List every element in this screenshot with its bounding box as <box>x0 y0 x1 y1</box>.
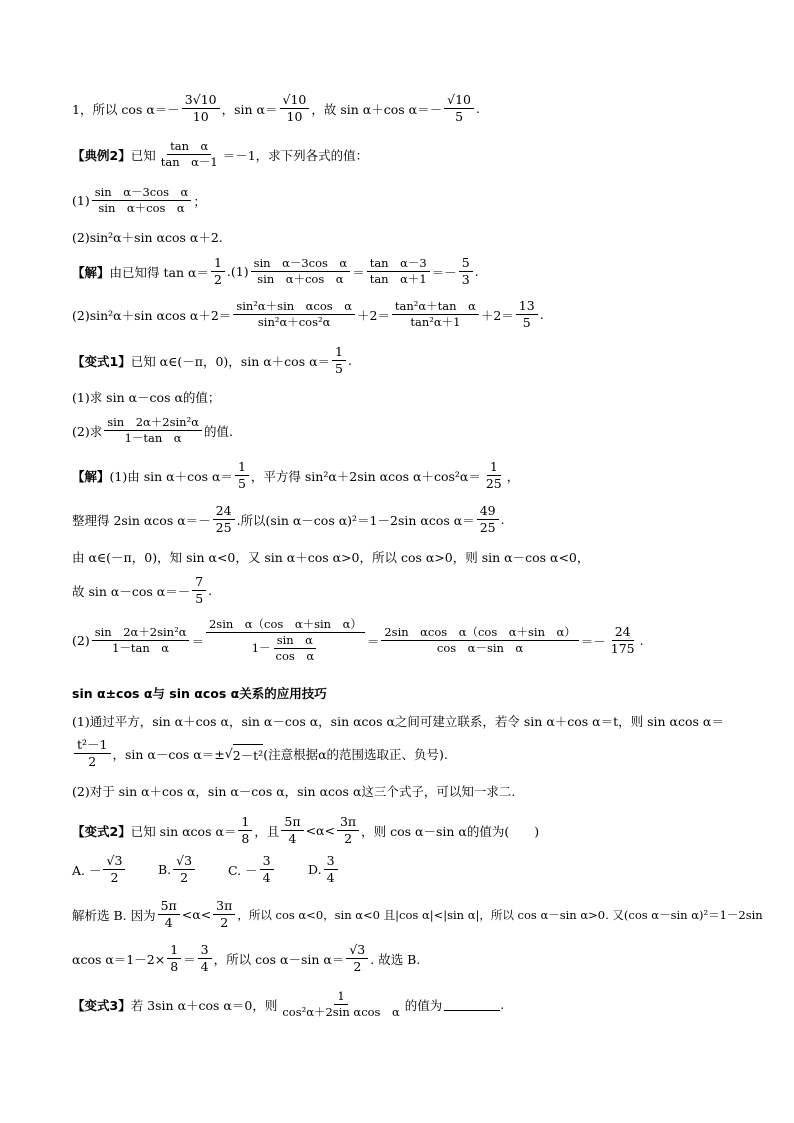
text: ，所以 cos α<0，sin α<0 且|cos α|<|sin α|，所以 cos α－sin α>0. 又(cos α－sin α)²＝1－2sin <box>237 907 763 922</box>
denominator: 4 <box>262 870 271 886</box>
fraction <box>213 504 235 536</box>
text: <α< <box>305 823 335 839</box>
fraction <box>279 990 402 1019</box>
fraction <box>198 943 212 975</box>
example-2-part-1 <box>72 186 206 215</box>
solution-tag: 【解】 <box>72 264 110 280</box>
numerator: sin α <box>274 634 316 649</box>
fraction <box>444 93 474 125</box>
numerator: 2sin αcos α（cos α＋sin α） <box>381 626 578 641</box>
text: ，所以 cos α－sin α＝ <box>213 951 345 967</box>
numerator: √10 <box>444 93 474 109</box>
text: ＝ <box>191 633 204 649</box>
numerator: sin²α＋sin αcos α <box>233 300 355 315</box>
numerator: 13 <box>516 299 538 315</box>
text: (1)由 sin α＋cos α＝ <box>109 468 233 484</box>
tips-line-2 <box>72 738 448 770</box>
text: 的值. <box>203 423 233 439</box>
numerator: 1 <box>334 990 347 1005</box>
numerator: 3 <box>198 943 212 959</box>
options-row <box>72 854 340 886</box>
denominator: 25 <box>479 520 496 536</box>
denominator: 5 <box>195 591 204 607</box>
solution-2-line-2 <box>72 299 544 331</box>
text: . <box>539 307 544 323</box>
text: 整理得 2sin αcos α＝－ <box>72 512 211 528</box>
text: ， <box>506 468 520 484</box>
text: ＋2＝ <box>480 307 514 323</box>
fraction <box>92 186 192 215</box>
fraction <box>158 899 180 931</box>
fraction <box>211 256 225 288</box>
fraction <box>74 738 111 770</box>
variant-tag: 【变式3】 <box>72 997 131 1013</box>
fraction <box>213 899 235 931</box>
text: 已知 sin αcos α＝ <box>130 823 237 839</box>
text: ，sin α＝ <box>221 101 278 117</box>
text: ＋2＝ <box>356 307 390 323</box>
solution-1-line-5 <box>72 618 644 664</box>
text: 由 α∈(－π，0)，知 sin α<0，又 sin α＋cos α>0，所以 cos α>0，则 sin α－cos α<0， <box>72 550 590 565</box>
numerator: sin α－3cos α <box>251 257 351 272</box>
text: . <box>347 353 352 369</box>
fraction <box>608 625 638 657</box>
option-label: B. <box>158 862 172 878</box>
option-d[interactable] <box>308 854 340 886</box>
variant-1-part-1 <box>72 388 220 406</box>
option-b[interactable] <box>158 854 228 886</box>
numerator: 5π <box>281 815 303 831</box>
fraction <box>251 257 351 286</box>
example-2-heading <box>72 140 368 169</box>
tips-line-1 <box>72 712 724 730</box>
denominator: 1－tan α <box>112 641 170 656</box>
denominator: 175 <box>610 641 635 657</box>
denominator: 2 <box>180 870 189 886</box>
numerator: √3 <box>346 943 368 959</box>
fraction <box>324 854 338 886</box>
denominator: 2 <box>344 831 353 847</box>
text: . 故选 B. <box>370 951 421 967</box>
numerator: 49 <box>477 504 499 520</box>
solution-1-line-3 <box>72 548 589 566</box>
numerator: 1 <box>238 815 252 831</box>
numerator: 3π <box>337 815 359 831</box>
fraction <box>235 460 249 492</box>
tips-heading: sin α±cos α与 sin αcos α关系的应用技巧 <box>72 686 327 701</box>
fraction <box>281 815 303 847</box>
text: 1，所以 cos α＝－ <box>72 101 180 117</box>
denominator: cos α <box>275 649 315 664</box>
text: (2)对于 sin α＋cos α，sin α－cos α，sin αcos α这三个式子，可以知一求二. <box>72 784 516 799</box>
fraction <box>392 300 479 329</box>
fraction <box>459 256 473 288</box>
solution-1-line-4 <box>72 575 212 607</box>
denominator <box>249 633 322 663</box>
text: (1)求 sin α－cos α的值； <box>72 390 221 405</box>
text: ＝－1，求下列各式的值： <box>222 147 369 163</box>
text: ，sin α－cos α＝± <box>112 746 225 762</box>
numerator: 2sin α（cos α＋sin α） <box>206 618 365 633</box>
text: (2) <box>72 633 90 649</box>
fraction <box>280 93 310 125</box>
text: 已知 α∈(－π，0)，sin α＋cos α＝ <box>130 353 331 369</box>
fraction <box>104 416 202 445</box>
numerator: 24 <box>213 504 235 520</box>
numerator: √3 <box>103 854 125 870</box>
denominator: 8 <box>170 959 179 975</box>
text: 1－ <box>251 641 271 656</box>
variant-1-heading <box>72 345 352 377</box>
denominator: 2 <box>220 915 229 931</box>
example-2-part-2 <box>72 228 223 246</box>
denominator: 5 <box>522 315 531 331</box>
numerator: tan α <box>167 140 211 155</box>
denominator: 4 <box>288 831 297 847</box>
numerator: 1 <box>332 345 346 361</box>
denominator: 4 <box>200 959 209 975</box>
denominator: 5 <box>335 361 343 377</box>
text: ，故 sin α＋cos α＝－ <box>311 101 443 117</box>
text: .(1) <box>226 264 249 280</box>
fraction <box>381 626 578 655</box>
text: ＝ <box>366 633 380 649</box>
numerator: t²－1 <box>74 738 111 754</box>
option-label: D. <box>308 862 322 878</box>
variant-1-part-2 <box>72 416 233 445</box>
text: . <box>639 633 644 649</box>
fraction <box>483 460 505 492</box>
denominator: cos α－sin α <box>436 641 524 656</box>
text: 由已知得 tan α＝ <box>109 264 209 280</box>
fraction <box>167 943 181 975</box>
numerator: tan²α＋tan α <box>392 300 479 315</box>
numerator: 3√10 <box>182 93 220 109</box>
radicand: 2－t² <box>233 744 264 764</box>
text: 故 sin α－cos α＝－ <box>72 583 191 599</box>
option-a[interactable] <box>72 854 158 886</box>
denominator: tan α＋1 <box>369 272 427 287</box>
solution-1-line-1 <box>72 460 519 492</box>
denominator: 8 <box>241 831 250 847</box>
text: ，且 <box>254 823 280 839</box>
fraction <box>182 93 220 125</box>
text: ＝ <box>352 264 365 280</box>
text: 解析选 B. 因为 <box>72 907 156 923</box>
denominator: tan α－1 <box>160 155 218 170</box>
text: (1)通过平方，sin α＋cos α，sin α－cos α，sin αcos α之间可建立联系，若令 sin α＋cos α＝t，则 sin αcos α＝ <box>72 714 724 729</box>
analysis-line-1 <box>72 899 763 931</box>
denominator: 25 <box>215 520 232 536</box>
denominator: 1－tan α <box>124 431 182 446</box>
numerator: 3 <box>324 854 338 870</box>
denominator: tan²α＋1 <box>410 315 461 330</box>
text: αcos α＝1－2× <box>72 951 166 967</box>
fraction <box>173 854 195 886</box>
numerator: √3 <box>173 854 195 870</box>
text: . <box>500 512 505 528</box>
denominator: 2 <box>353 959 362 975</box>
option-label: A. － <box>72 862 102 878</box>
denominator: sin α＋cos α <box>98 201 185 216</box>
variant-3-heading <box>72 990 504 1019</box>
denominator: 25 <box>485 476 502 492</box>
solution-line-1 <box>72 93 480 125</box>
fraction <box>516 299 538 331</box>
numerator: √10 <box>280 93 310 109</box>
answer-blank[interactable] <box>444 998 500 1011</box>
numerator: sin 2α＋2sin²α <box>92 626 190 641</box>
text: . <box>208 583 213 599</box>
numerator: 1 <box>211 256 225 272</box>
numerator: 24 <box>612 625 634 641</box>
fraction <box>206 618 365 664</box>
solution-2-line-1 <box>72 256 479 288</box>
fraction <box>260 854 274 886</box>
text: <α< <box>181 907 212 923</box>
numerator: tan α－3 <box>367 257 430 272</box>
text: 的值为 <box>404 997 443 1013</box>
text: ； <box>193 193 206 209</box>
fraction <box>233 300 355 329</box>
numerator: sin α－3cos α <box>92 186 192 201</box>
denominator: 4 <box>164 915 173 931</box>
text: . <box>475 101 480 117</box>
text: ＝ <box>183 951 196 967</box>
denominator: 3 <box>461 272 470 288</box>
denominator: 4 <box>326 870 335 886</box>
numerator: sin 2α＋2sin²α <box>104 416 202 431</box>
text: ，平方得 sin²α＋2sin αcos α＋cos²α＝ <box>250 468 481 484</box>
variant-2-heading <box>72 815 539 847</box>
denominator: 10 <box>192 109 209 125</box>
text: ＝－ <box>580 633 606 649</box>
fraction <box>337 815 359 847</box>
denominator: 2 <box>213 272 222 288</box>
solution-tag: 【解】 <box>72 468 110 484</box>
option-label: C. － <box>228 862 258 878</box>
denominator: 2 <box>110 870 119 886</box>
analysis-line-2 <box>72 943 420 975</box>
sqrt-symbol: √ <box>224 746 233 762</box>
numerator: 1 <box>487 460 501 476</box>
tips-title <box>72 684 327 702</box>
nested-fraction <box>273 634 318 663</box>
solution-1-line-2 <box>72 504 505 536</box>
text: (2)求 <box>72 423 103 439</box>
fraction <box>192 575 206 607</box>
text: (1) <box>72 193 90 209</box>
fraction <box>477 504 499 536</box>
text: (注意根据α的范围选取正、负号). <box>263 746 448 762</box>
fraction <box>158 140 221 169</box>
fraction <box>103 854 125 886</box>
denominator: 5 <box>455 109 464 125</box>
denominator: cos²α＋2sin αcos α <box>282 1005 400 1020</box>
denominator: 2 <box>88 754 97 770</box>
text: .所以(sin α－cos α)²＝1－2sin αcos α＝ <box>236 512 475 528</box>
numerator: 3π <box>213 899 235 915</box>
fraction <box>367 257 430 286</box>
example-tag: 【典例2】 <box>72 147 131 163</box>
text: ，则 cos α－sin α的值为( ) <box>361 823 540 839</box>
denominator: 10 <box>286 109 303 125</box>
fraction <box>238 815 252 847</box>
variant-tag: 【变式2】 <box>72 823 131 839</box>
denominator: 5 <box>237 476 246 492</box>
tips-line-3 <box>72 782 515 800</box>
fraction <box>332 345 346 377</box>
text: (2)sin²α＋sin αcos α＋2＝ <box>72 307 232 323</box>
numerator: 3 <box>260 854 274 870</box>
numerator: 7 <box>192 575 206 591</box>
period: . <box>500 997 505 1013</box>
fraction <box>92 626 190 655</box>
text: ＝－ <box>431 264 457 280</box>
numerator: 1 <box>167 943 181 959</box>
text: 若 3sin α＋cos α＝0，则 <box>130 997 278 1013</box>
text: . <box>474 264 479 280</box>
text: 已知 <box>130 147 156 163</box>
denominator: sin α＋cos α <box>257 272 344 287</box>
numerator: 5 <box>459 256 473 272</box>
denominator: sin²α＋cos²α <box>257 315 331 330</box>
text: (2)sin²α＋sin αcos α＋2. <box>72 230 223 245</box>
fraction <box>346 943 368 975</box>
option-c[interactable] <box>228 854 308 886</box>
numerator: 1 <box>235 460 249 476</box>
variant-tag: 【变式1】 <box>72 353 131 369</box>
numerator: 5π <box>158 899 180 915</box>
